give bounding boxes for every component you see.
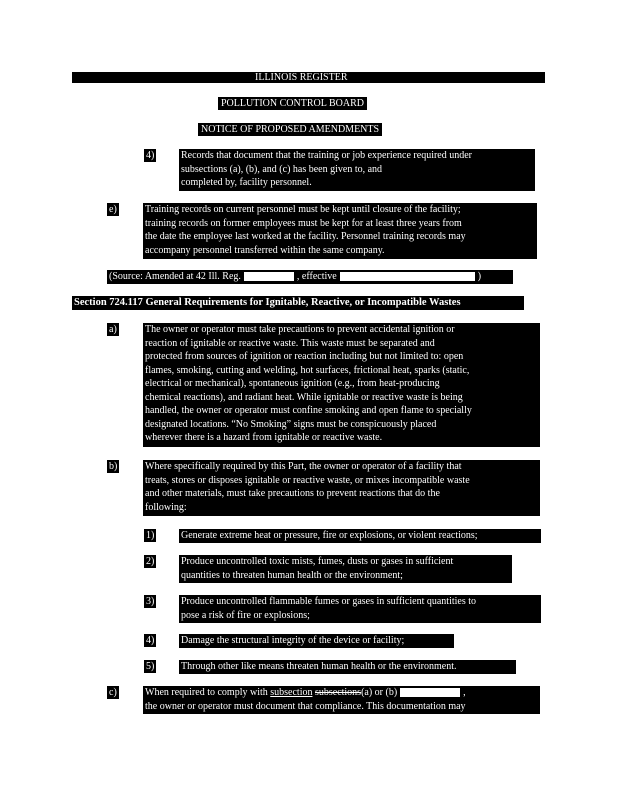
sub-2-marker: 2) <box>146 556 155 567</box>
sub-3-text <box>179 595 541 623</box>
item-c-text <box>143 686 540 714</box>
item-a-line-4: flames, smoking, cutting and welding, hot surfaces, frictional heat, sparks (static, <box>145 364 470 376</box>
sub-4-line-1: Damage the structural integrity of the device or facility; <box>181 635 405 646</box>
sub-1-marker: 1) <box>146 530 155 541</box>
sub-3-line-2: pose a risk of fire or explosions; <box>181 609 310 621</box>
item-c-lead: When required to comply with <box>145 687 268 698</box>
item-a-line-9: wherever there is a hazard from ignitable or reactive waste. <box>145 432 383 443</box>
item-4-line-1: Records that document that the training or job experience required under <box>181 150 473 161</box>
item-e-text <box>143 203 537 259</box>
item-c-line-2: the owner or operator must document that compliance. This documentation may <box>145 700 466 712</box>
item-b-line-2: treats, stores or disposes ignitable or reactive waste, or mixes incompatible waste <box>145 474 470 486</box>
source-effective: , effective <box>296 271 337 282</box>
item-b-text <box>143 460 540 516</box>
sub-4-marker: 4) <box>146 635 155 646</box>
sub-3-line-1: Produce uncontrolled flammable fumes or gases in sufficient quantities to <box>181 596 477 607</box>
redaction-box <box>244 272 294 281</box>
section-title: Section 724.117 General Requirements for Ignitable, Reactive, or Incompatible Wastes <box>74 297 461 308</box>
source-line <box>107 270 513 284</box>
sub-5-text <box>179 660 516 674</box>
item-a-marker: a) <box>109 324 117 335</box>
item-a-line-7: handled, the owner or operator must confine smoking and open flame to specially <box>145 405 472 416</box>
item-e-line-2: training records on former employees must be kept for at least three years from <box>145 217 462 229</box>
sub-1-line-1: Generate extreme heat or pressure, fire or explosions, or violent reactions; <box>181 530 478 541</box>
item-e-line-4: accompany personnel transferred within the same company. <box>145 244 385 256</box>
item-a-line-8: designated locations. “No Smoking” signs must be conspicuously placed <box>145 418 437 430</box>
redaction-box <box>340 272 475 281</box>
redaction-box <box>400 688 460 697</box>
sub-3-marker: 3) <box>146 596 155 607</box>
item-a-line-2: reaction of ignitable or reactive waste. This waste must be separated and <box>145 337 435 349</box>
sub-2-line-1: Produce uncontrolled toxic mists, fumes, dusts or gases in sufficient <box>181 556 454 567</box>
item-4-marker: 4) <box>146 150 155 161</box>
sub-5-line-1: Through other like means threaten human health or the environment. <box>181 661 457 672</box>
item-c-end: , <box>463 687 466 698</box>
sub-2-line-2: quantities to threaten human health or the environment; <box>181 569 403 581</box>
item-4-text <box>179 149 535 191</box>
sub-5-marker: 5) <box>146 661 155 672</box>
item-c-tail: (a) or (b) <box>361 687 398 698</box>
item-a-line-5: electrical or mechanical), spontaneous ignition (e.g., from heat-producing <box>145 378 440 389</box>
sub-2-text <box>179 555 512 583</box>
item-c-inserted: subsection <box>270 687 313 698</box>
item-4-line-3: completed by, facility personnel. <box>181 177 312 188</box>
register-title: ILLINOIS REGISTER <box>255 72 348 83</box>
item-e-line-1: Training records on current personnel must be kept until closure of the facility; <box>145 204 461 215</box>
source-close: ) <box>477 271 482 282</box>
sub-4-text <box>179 634 454 648</box>
item-4-line-2: subsections (a), (b), and (c) has been given to, and <box>181 163 383 175</box>
item-a-line-1: The owner or operator must take precautions to prevent accidental ignition or <box>145 324 455 335</box>
item-e-marker: e) <box>109 204 117 215</box>
item-a-line-6: chemical reactions), and radiant heat. While ignitable or reactive waste is being <box>145 391 463 403</box>
item-c-marker: c) <box>109 687 117 698</box>
item-b-line-1: Where specifically required by this Part, the owner or operator of a facility that <box>145 461 462 472</box>
item-e-line-3: the date the employee last worked at the facility. Personnel training records may <box>145 231 466 242</box>
item-b-marker: b) <box>109 461 118 472</box>
sub-1-text <box>179 529 541 543</box>
section-heading <box>72 296 524 310</box>
source-prefix: (Source: Amended at 42 Ill. Reg. <box>109 271 241 282</box>
notice-title: NOTICE OF PROPOSED AMENDMENTS <box>198 123 382 136</box>
item-a-line-3: protected from sources of ignition or reaction including but not limited to: open <box>145 351 464 362</box>
item-a-text <box>143 323 540 447</box>
item-b-line-3: and other materials, must take precautions to prevent reactions that do the <box>145 488 440 499</box>
board-title: POLLUTION CONTROL BOARD <box>218 97 367 110</box>
item-b-line-4: following: <box>145 501 187 513</box>
item-c-deleted: subsections <box>314 687 362 698</box>
